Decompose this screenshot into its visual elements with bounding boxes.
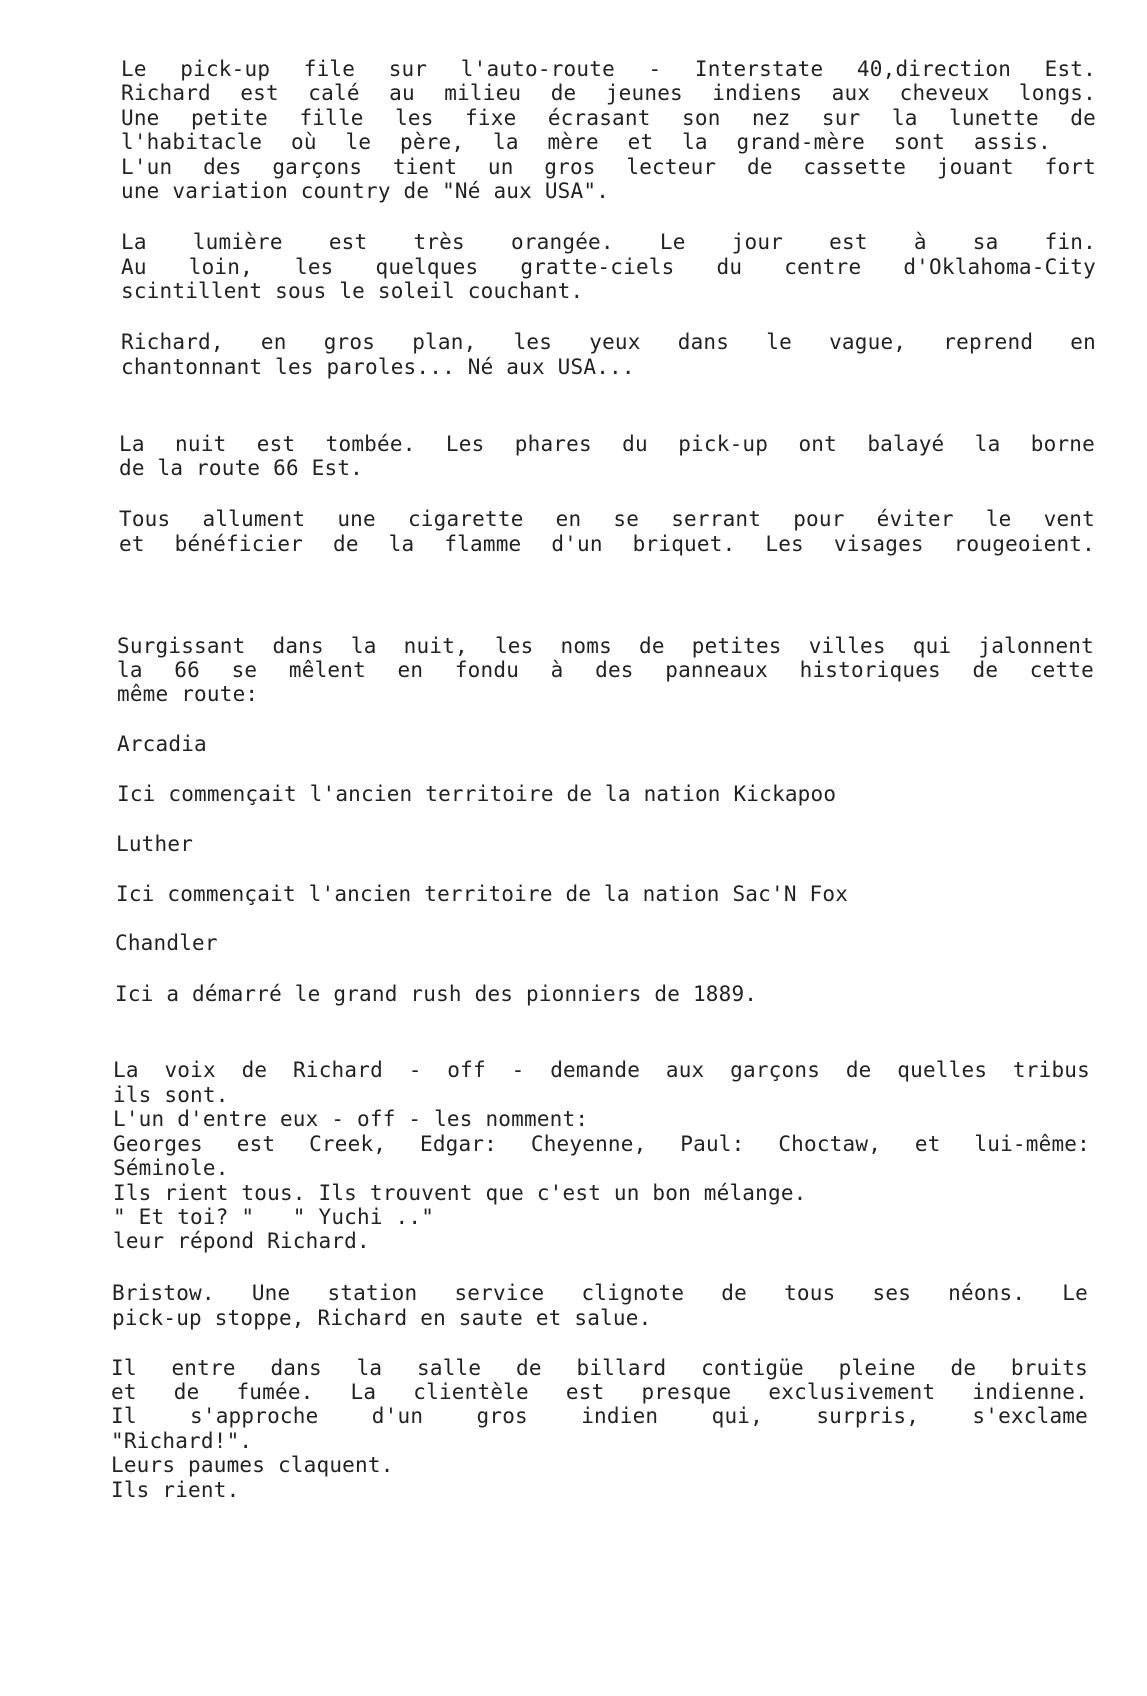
text-line-1: Le pick-up file sur l'auto-route - Interstate 40,direction Est. xyxy=(121,57,1096,81)
text-line-35: Il entre dans la salle de billard contigüe pleine de bruits xyxy=(111,1356,1088,1380)
text-line-17: la 66 se mêlent en fondu à des panneaux historiques de cette xyxy=(117,658,1094,682)
text-line-7: La lumière est très orangée. Le jour est à sa fin. xyxy=(121,230,1096,254)
text-line-15: et bénéficier de la flamme d'un briquet. Les visages rougeoient. xyxy=(119,532,1095,556)
text-line-9: scintillent sous le soleil couchant. xyxy=(121,279,584,303)
text-line-10: Richard, en gros plan, les yeux dans le vague, reprend en xyxy=(121,330,1096,354)
text-line-33: Bristow. Une station service clignote de tous ses néons. Le xyxy=(112,1281,1088,1305)
text-line-26: ils sont. xyxy=(113,1083,229,1107)
text-line-29: Séminole. xyxy=(113,1156,229,1180)
text-line-3: Une petite fille les fixe écrasant son nez sur la lunette de xyxy=(121,106,1096,130)
text-line-37: Il s'approche d'un gros indien qui, surpris, s'exclame xyxy=(111,1404,1088,1428)
place-arcadia: Arcadia xyxy=(117,732,207,756)
text-line-40: Ils rient. xyxy=(111,1478,240,1502)
place-luther: Luther xyxy=(116,832,194,856)
text-line-25: La voix de Richard - off - demande aux garçons de quelles tribus xyxy=(113,1058,1090,1082)
text-line-34: pick-up stoppe, Richard en saute et salue. xyxy=(112,1306,652,1330)
text-line-27: L'un d'entre eux - off - les nomment: xyxy=(113,1107,589,1131)
text-line-11: chantonnant les paroles... Né aux USA... xyxy=(121,355,635,379)
text-line-28: Georges est Creek, Edgar: Cheyenne, Paul: Choctaw, et lui-même: xyxy=(113,1132,1090,1156)
text-line-39: Leurs paumes claquent. xyxy=(111,1453,394,1477)
text-line-16: Surgissant dans la nuit, les noms de petites villes qui jalonnent xyxy=(117,634,1094,658)
text-line-30: Ils rient tous. Ils trouvent que c'est un bon mélange. xyxy=(113,1181,807,1205)
text-line-18: même route: xyxy=(117,682,259,706)
text-line-8: Au loin, les quelques gratte-ciels du centre d'Oklahoma-City xyxy=(121,255,1096,279)
sign-rush-1889: Ici a démarré le grand rush des pionniers de 1889. xyxy=(115,982,758,1006)
text-line-38: "Richard!". xyxy=(111,1429,253,1453)
text-line-5: L'un des garçons tient un gros lecteur de cassette jouant fort xyxy=(121,155,1096,179)
sign-sac-n-fox: Ici commençait l'ancien territoire de la nation Sac'N Fox xyxy=(116,882,849,906)
text-line-4: l'habitacle où le père, la mère et la grand-mère sont assis. xyxy=(121,130,1051,154)
text-line-2: Richard est calé au milieu de jeunes indiens aux cheveux longs. xyxy=(121,81,1096,105)
sign-kickapoo: Ici commençait l'ancien territoire de la nation Kickapoo xyxy=(117,782,837,806)
text-line-13: de la route 66 Est. xyxy=(119,456,364,480)
text-line-14: Tous allument une cigarette en se serrant pour éviter le vent xyxy=(119,507,1095,531)
text-line-12: La nuit est tombée. Les phares du pick-up ont balayé la borne xyxy=(119,432,1095,456)
text-line-31: " Et toi? " " Yuchi .." xyxy=(113,1205,435,1229)
text-line-32: leur répond Richard. xyxy=(113,1229,370,1253)
text-line-36: et de fumée. La clientèle est presque exclusivement indienne. xyxy=(111,1380,1088,1404)
text-line-6: une variation country de "Né aux USA". xyxy=(121,179,610,203)
place-chandler: Chandler xyxy=(115,931,218,955)
